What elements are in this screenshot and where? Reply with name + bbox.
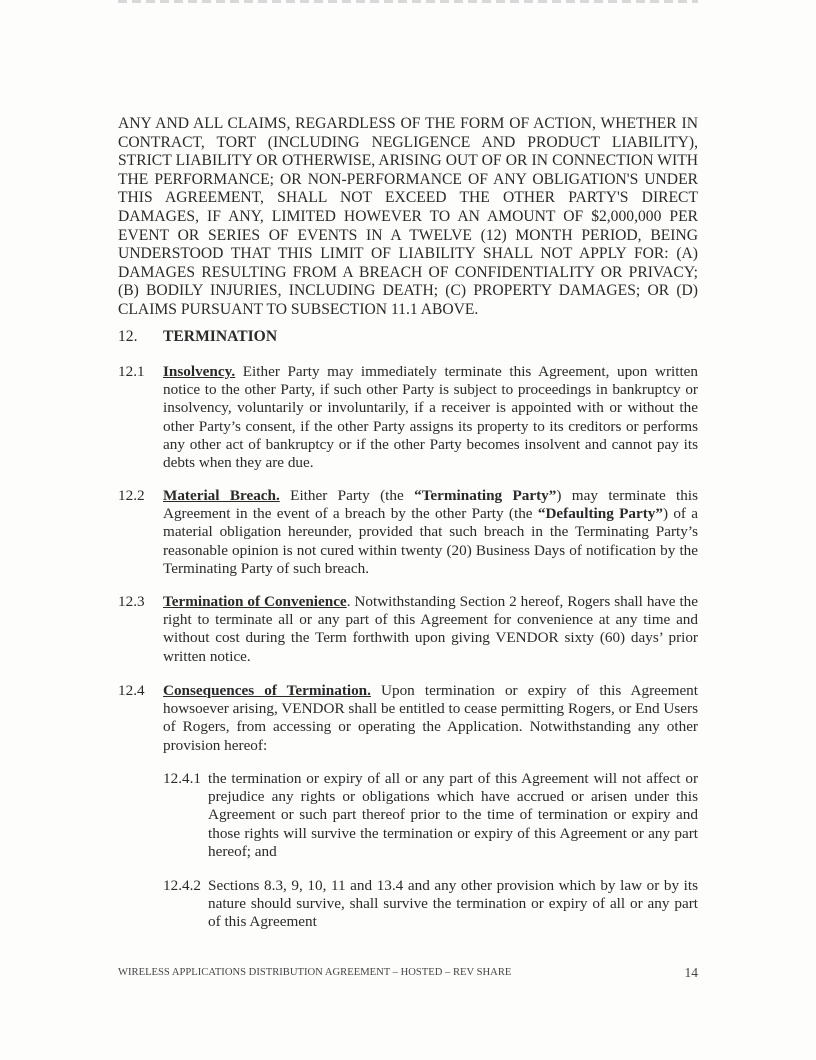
subclause-text: Sections 8.3, 9, 10, 11 and 13.4 and any other provision which by law or by its nature should survive, shall survive the termination or expiry of all or any part of this Agreement: [208, 877, 698, 931]
clause-heading: Termination of Convenience: [163, 593, 347, 610]
clause-heading: Material Breach.: [163, 487, 280, 504]
subclause-12-4-1: [163, 770, 698, 861]
clause-text: Upon termination or expiry of this Agreement howsoever arising, VENDOR shall be entitled to cease permitting Rogers, or End Users of Rogers, from accessing or operating the Application. Notwithstanding any other provision hereof:: [163, 682, 698, 754]
subclause-number: 12.4.1: [163, 770, 201, 787]
subclause-number: 12.4.2: [163, 877, 201, 894]
clause-number: 12.2: [118, 487, 145, 504]
defined-term: “Terminating Party”: [414, 487, 557, 504]
clause-body: [163, 487, 698, 578]
clause-12-3: [118, 593, 698, 666]
clause-body: [163, 593, 698, 666]
subclause-text: the termination or expiry of all or any part of this Agreement will not affect or prejudice any rights or obligations which have accrued or arisen under this Agreement or such part thereof prior to the time of termination or expiry and those rights will survive the termination or expiry of this Agreement or any part hereof; and: [208, 770, 698, 860]
clause-12-1: [118, 363, 698, 472]
page-number: 14: [684, 965, 698, 980]
clause-number: 12.3: [118, 593, 145, 610]
subclause-12-4-2: [163, 877, 698, 932]
clause-heading: Consequences of Termination.: [163, 682, 371, 699]
clause-heading: Insolvency.: [163, 363, 236, 380]
clause-text: ) may terminate this Agreement in the event of a breach by the other Party (the: [163, 487, 699, 523]
clause-number: 12.4: [118, 682, 145, 699]
scan-artifact-line: [118, 0, 698, 3]
section-title: TERMINATION: [163, 328, 278, 345]
page-footer: [118, 966, 698, 979]
clause-text: Either Party may immediately terminate this Agreement, upon written notice to the other Party, if such other Party is subject to proceedings in bankruptcy or insolvency, voluntarily or involuntarily, if a receiver is appointed with or without the other Party’s consent, if the other Party assigns its property to its creditors or performs any other act of bankruptcy or if the other Party becomes insolvent and cannot pay its debts when they are due.: [163, 363, 698, 472]
liability-paragraph: ANY AND ALL CLAIMS, REGARDLESS OF THE FORM OF ACTION, WHETHER IN CONTRACT, TORT (INCLUDING NEGLIGENCE AND PRODUCT LIABILITY), STRICT LIABILITY OR OTHERWISE, ARISING OUT OF OR IN CONNECTION WITH THE PERFORMANCE; OR NON-PERFORMANCE OF ANY OBLIGATION'S UNDER THIS AGREEMENT, SHALL NOT EXCEED THE OTHER PARTY'S DIRECT DAMAGES, IF ANY, LIMITED HOWEVER TO AN AMOUNT OF $2,000,000 PER EVENT OR SERIES OF EVENTS IN A TWELVE (12) MONTH PERIOD, BEING UNDERSTOOD THAT THIS LIMIT OF LIABILITY SHALL NOT APPLY FOR: (A) DAMAGES RESULTING FROM A BREACH OF CONFIDENTIALITY OR PRIVACY; (B) BODILY INJURIES, INCLUDING DEATH; (C) PROPERTY DAMAGES; OR (D) CLAIMS PURSUANT TO SUBSECTION 11.1 ABOVE.: [118, 115, 698, 318]
clause-body: [163, 682, 698, 755]
clause-text: Either Party (the: [279, 487, 415, 504]
clause-12-4: [118, 682, 698, 755]
clause-12-2: [118, 487, 698, 578]
section-heading: [118, 328, 277, 346]
footer-title: WIRELESS APPLICATIONS DISTRIBUTION AGREEMENT – HOSTED – REV SHARE: [118, 967, 512, 978]
defined-term: “Defaulting Party”: [537, 505, 663, 523]
clause-number: 12.1: [118, 363, 145, 380]
section-number: 12.: [118, 328, 138, 345]
clause-body: [163, 363, 698, 472]
clause-text: ) of a material obligation hereunder, provided that such breach in the Terminating Party’s reasonable opinion is not cured within twenty (20) Business Days of notification by the Terminating Party of such breach.: [163, 505, 699, 577]
clause-text: . Notwithstanding Section 2 hereof, Rogers shall have the right to terminate all or any part of this Agreement for convenience at any time and without cost during the Term forthwith upon giving VENDOR sixty (60) days’ prior written notice.: [163, 593, 698, 665]
